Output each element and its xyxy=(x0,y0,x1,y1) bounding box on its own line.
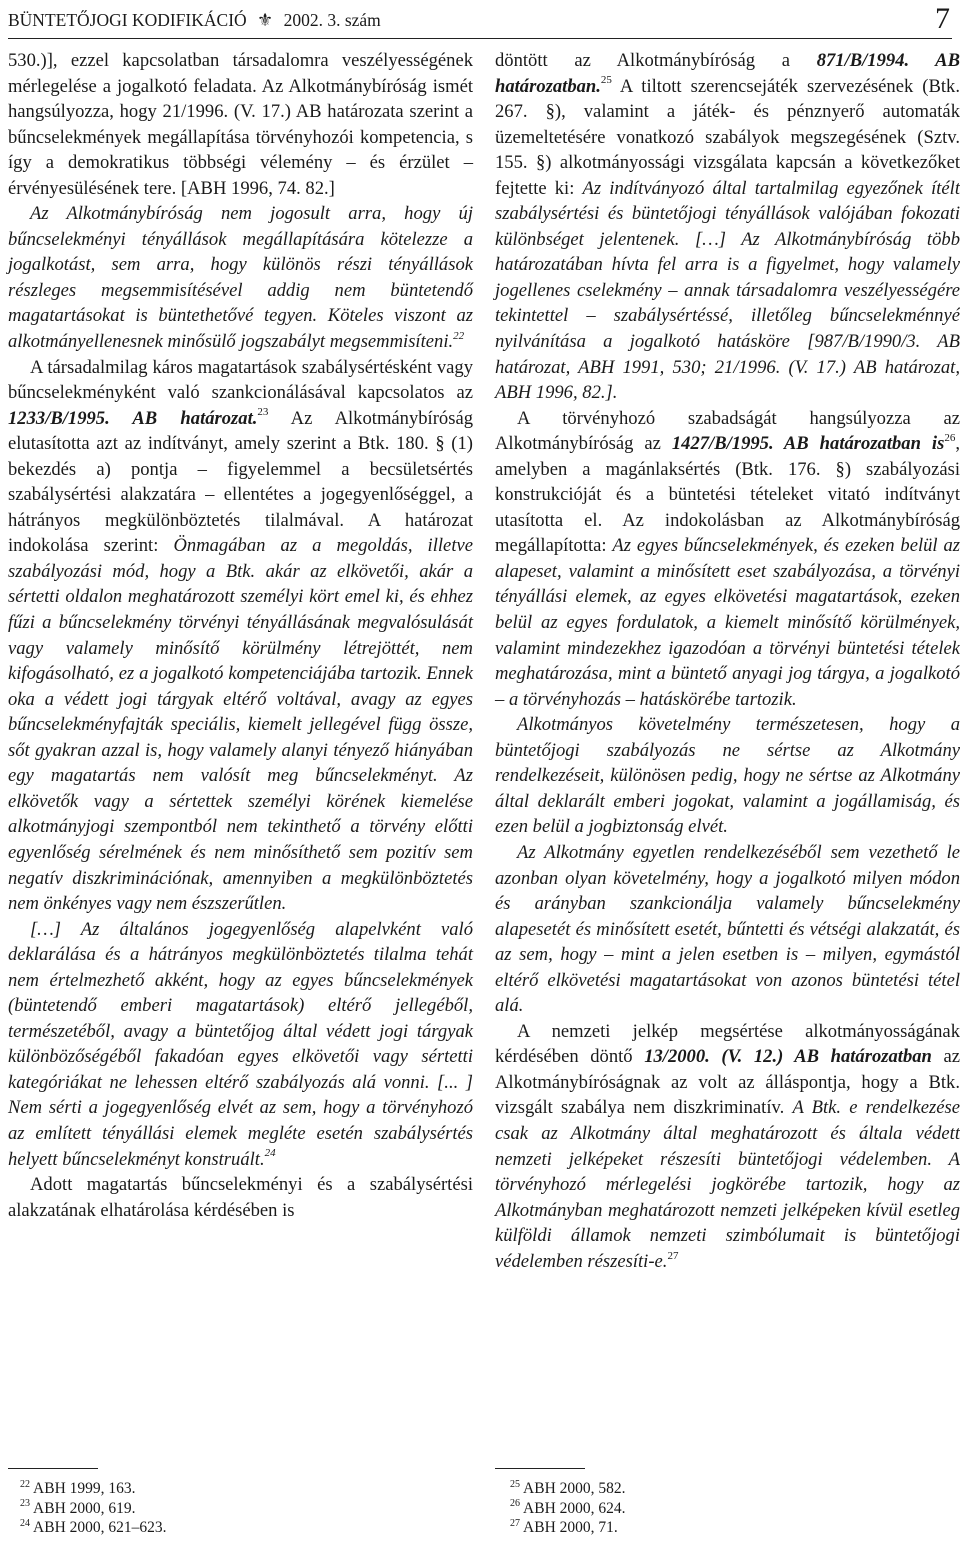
left-column xyxy=(8,48,473,1223)
footnote: $^{27}$ ABH 2000, 71. xyxy=(510,1517,618,1536)
footnote: $^{24}$ ABH 2000, 621–623. xyxy=(20,1517,167,1536)
footnote: $^{26}$ ABH 2000, 624. xyxy=(510,1498,626,1517)
paragraph: A társadalmilag káros magatartások szabálysértésként vagy bűncselekményként való szankcionálásával kapcsolatos az 1233/B/1995. AB határozat.$^{23}$ Az Alkotmánybíróság elutasította azt az indítványt, amely szerint a Btk. 180. § (1) bekezdés a) pontja – figyelemmel a becsületsértés szabálysértési alakzatára – ellentétes a jogegyenlőséggel, a hátrányos megkülönböztetés tilalmával. A határozat indokolása szerint: Önmagában az a megoldás, illetve szabályozási mód, hogy a Btk. akár az elkövetői, akár a sértetti oldalon meghatározott személyi kört emel ki, és ehhez fűzi a bűncselekmény törvényi tényállásának megvalósulását vagy valamely minősítő körülmény létrejöttét, nem kifogásolható, ez a jogalkotó kompetenciájába tartozik. Ennek oka a védett jogi tárgyak eltérő voltával, avagy az egyes bűncselekményfajták speciális, kiemelt jellegével függ össze, sőt gyakran azzal is, hogy valamely alanyi tényező hiányában egy magatartás nem valósít meg bűncselekményt. Az elkövetők vagy a sértettek személyi körének kiemelése alkotmányjogi szempontból nem tekinthető a törvény előtti egyenlőség sérelmének és nem minősíthető sem pozitív sem negatív diszkriminációnak, amennyiben a megkülönböztetés nem önkényes vagy nem észszerűtlen. xyxy=(8,356,473,915)
footnote-separator xyxy=(495,1468,585,1469)
fleuron-icon: ⚜ xyxy=(257,10,274,30)
footnote-ref[interactable]: 23 xyxy=(257,406,269,419)
paragraph: 530.)], ezzel kapcsolatban társadalomra veszélyességének mérlegelése a jogalkotó feladata. Az Alkotmánybíróság ismét hangsúlyozza, hogy 21/1996. (V. 17.) AB határozata szerint a bűncselekmények megállapítása törvényhozói kompetencia, s így a demokratikus többségi vélemény – és érzület – érvényesülésének tere. [ABH 1996, 74. 82.] xyxy=(8,50,473,199)
footnote: $^{23}$ ABH 2000, 619. xyxy=(20,1498,136,1517)
quoted-paragraph: […] Az általános jogegyenlőség alapelvként való deklarálása és a hátrányos megkülönböztetés tilalma tehát nem értelmezhető akként, hogy az egyes bűncselekmények (büntetendő emberi magatartások) eltérő jellegéből, természetéből, avagy a büntetőjog által védett jogi tárgyak különbözőségéből fakadóan egyes elkövetői vagy sértetti kategóriákat ne lehessen eltérő szabályozás alá vonni. [... ] Nem sérti a jogegyenlőség elvét az sem, hogy a törvényhozó az említett tényállási elemek megléte esetén szabálysértés helyett bűncselekményt konstruált.$^{24}$ xyxy=(8,918,473,1170)
footnote-separator xyxy=(8,1468,98,1469)
footnote-ref[interactable]: 27 xyxy=(667,1249,679,1262)
footnote: $^{22}$ ABH 1999, 163. xyxy=(20,1478,136,1497)
journal-title: BÜNTETŐJOGI KODIFIKÁCIÓ xyxy=(8,10,247,30)
quoted-paragraph: Alkotmányos követelmény természetesen, hogy a büntetőjogi szabályozás ne sértse az Alkotmány rendelkezéseit, különösen pedig, hogy ne sértse az Alkotmány által deklarált emberi jogokat, valamint a jogállamiság, és ezen belül a jogbiztonság elvét. xyxy=(495,714,960,838)
quoted-paragraph: Az Alkotmány egyetlen rendelkezéséből sem vezethető le azonban olyan követelmény, hogy a jogalkotó milyen módon és arányban szankcionálja valamely bűncselekmény alapesetét és minősített esetét, bűntetti és vétségi alakzatát, és az sem, hogy – mint a jelen esetben is – milyen, egymástól eltérő elkövetési magatartásokat von azonos büntetési tétel alá. xyxy=(495,841,960,1017)
paragraph: A törvényhozó szabadságát hangsúlyozza az Alkotmánybíróság az 1427/B/1995. AB határozatban $is^{26}$, amelyben a magánlaksértés (Btk. 176. §) szabályozási konstrukcióját és a büntetési tételeket vitató indítványt utasította el. Az indokolásban az Alkotmánybíróság megállapította: Az egyes bűncselekmények, és ezeken belül az alapeset, valamint a minősített eset szabályozása, a törvényi tényállási elemek, az egyes elkövetési magatartások, ezeken belül az egyes fordulatok, a kiemelt minősítő körülmények, valamint mindezekhez igazodóan a törvényi büntetési tételek meghatározása, mint a büntető anyagi jog tárgya, a jogalkotó – a törvényhozás – hatáskörébe tartozik. xyxy=(495,407,960,710)
paragraph: Adott magatartás bűncselekményi és a szabálysértési alakzatának elhatárolása kérdésében is xyxy=(8,1174,473,1221)
footnote: $^{25}$ ABH 2000, 582. xyxy=(510,1478,626,1497)
footnote-ref[interactable]: 22 xyxy=(453,329,465,342)
page-number: 7 xyxy=(935,2,950,35)
footnotes-left xyxy=(20,1479,167,1538)
running-head xyxy=(8,10,381,31)
case-reference: 871/B/1994. AB határozatban. xyxy=(495,50,960,97)
paragraph: A nemzeti jelkép megsértése alkotmányosságának kérdésében döntő 13/2000. (V. 12.) AB határozatban az Alkotmánybíróságnak az volt az álláspontja, hogy a Btk. vizsgált szabálya nem diszkriminatív. A Btk. e rendelkezése csak az Alkotmány által meghatározott és általa védett nemzeti jelképeket részesíti büntetőjogi védelemben. A törvényhozó mérlegelési jogkörébe tartozik, hogy az Alkotmányban meghatározott nemzeti jelképeken kívül esetleg külföldi államok nemzeti szimbólumait is büntetőjogi védelemben részesíti-e.$^{27}$ xyxy=(495,1020,960,1272)
case-reference: 1427/B/1995. AB határozatban is xyxy=(671,433,945,455)
page-header xyxy=(8,4,952,39)
footnotes-right xyxy=(510,1479,626,1538)
footnote-ref[interactable]: 26 xyxy=(944,432,956,445)
footnote-ref[interactable]: 24 xyxy=(264,1147,276,1160)
case-reference: 1233/B/1995. AB határozat. xyxy=(8,407,258,429)
footnote-ref[interactable]: 25 xyxy=(600,74,612,87)
case-reference: 13/2000. (V. 12.) AB határozatban xyxy=(644,1046,932,1068)
quoted-paragraph: Az Alkotmánybíróság nem jogosult arra, hogy új bűncselekményi tényállások megállapítására kötelezze a jogalkotást, sem arra, hogy különös részi tényállások részleges megsemmisítésével addig nem büntetendő magatartásokat is büntethetővé tegyen. Köteles viszont az alkotmányellenesnek minősülő jogszabályt megsemmisíteni.$^{22}$ xyxy=(8,203,473,353)
right-column xyxy=(495,48,960,1274)
issue-label: 2002. 3. szám xyxy=(283,10,381,30)
paragraph: döntött az Alkotmánybíróság a 871/B/1994. AB határozatban.$^{25}$ A tiltott szerencsejáték szervezésének (Btk. 267. §), valamint a játék- és pénznyerő automaták üzemeltetésére vonatkozó szabályok megszegésének (Sztv. 155. §) alkotmányossági vizsgálata kapcsán a következőket fejtette ki: Az indítványozó által tartalmilag egyezőnek ítélt szabálysértési és büntetőjogi tényállások valójában fokozati különbséget jelentenek. […] Az Alkotmánybíróság több határozatában hívta fel arra is a figyelmet, hogy valamely jogellenes cselekmény – annak társadalomra veszélyességére tekintettel – szabálysértéssé, illetőleg bűncselekménnyé nyilvánítása a jogalkotó hatásköre [987/B/1990/3. AB határozat, ABH 1991, 530; 21/1996. (V. 17.) AB határozat, ABH 1996, 82.]. xyxy=(495,50,960,404)
